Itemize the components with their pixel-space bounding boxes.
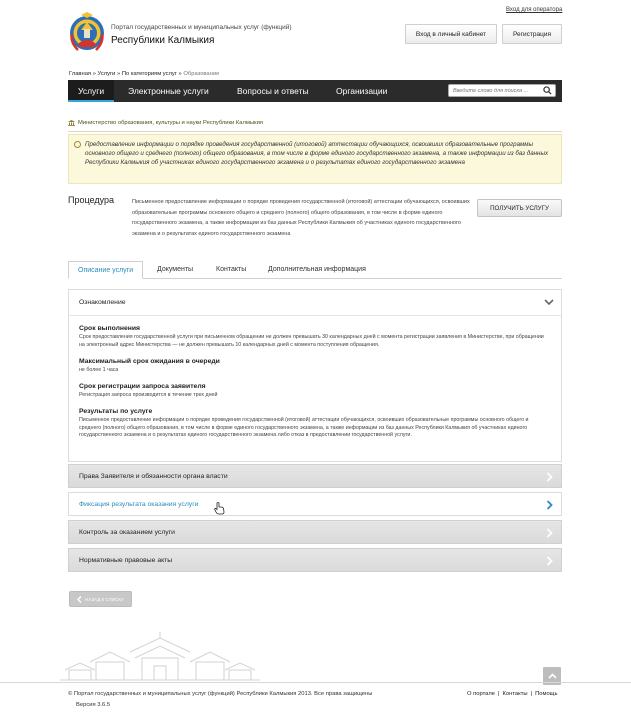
nav-item-faq[interactable]: Вопросы и ответы bbox=[237, 86, 309, 96]
chevron-right-icon bbox=[546, 472, 553, 482]
breadcrumb-separator: » bbox=[176, 71, 184, 77]
footer-divider bbox=[0, 682, 631, 683]
section-text: Срок предоставления государственной услуги при письменном обращении не должен превышать 30 календарных дней с момента регистрации заявления в Министерстве, при обращении на электронный адрес Министерства — не должен превышать 10 календарных дней с момента поступления обращения. bbox=[79, 334, 544, 348]
breadcrumb-categories[interactable]: По категориям услуг bbox=[121, 71, 177, 77]
ministry-link[interactable] bbox=[68, 120, 263, 126]
service-description: Предоставление информации о порядке проведения государственной (итоговой) аттестации обучающихся, освоивших образовательные программы основного общего и среднего (полного) общего образования, в том числе в форме единого государственного экзамена, а также информации из баз данных Республики Калмыкия об участниках единого государственного экзамена и о результатах единого государственного экзамена bbox=[85, 141, 549, 167]
section-text: Письменное предоставление информации о порядке проведения государственной (итоговой) аттестации обучающихся, освоивших образовательные программы основного общего и среднего (полного) общего образования, в том числе в форме единого государственного экзамена, а также информации из баз данных Республики Калмыкия об участниках единого государственного экзамена и о результатах единого государственного экзамена либо отказ в предоставлении государственной услуги. bbox=[79, 417, 529, 438]
chevron-down-icon[interactable] bbox=[544, 298, 554, 306]
divider bbox=[68, 131, 562, 132]
accordion-header[interactable] bbox=[69, 290, 561, 316]
search-input[interactable] bbox=[449, 85, 541, 96]
temple-illustration bbox=[60, 630, 260, 682]
portal-title: Портал государственных и муниципальных услуг (функций) bbox=[111, 24, 292, 31]
tab-description[interactable]: Описание услуги bbox=[68, 261, 143, 279]
nav-item-e-services[interactable]: Электронные услуги bbox=[128, 86, 209, 96]
copyright-text: © Портал государственных и муниципальных услуг (функций) Республики Калмыкия 2013. Все права защищены bbox=[68, 691, 373, 697]
register-button[interactable]: Регистрация bbox=[502, 24, 562, 44]
service-notice bbox=[68, 134, 562, 184]
search-box bbox=[448, 84, 556, 97]
hand-pointer-icon bbox=[214, 502, 225, 515]
section-heading: Срок выполнения bbox=[79, 325, 141, 332]
main-navbar bbox=[68, 80, 562, 102]
breadcrumb-home[interactable]: Главная bbox=[69, 71, 92, 77]
section-text: не более 1 часа bbox=[79, 367, 119, 373]
accordion-rights[interactable] bbox=[68, 464, 562, 488]
accordion-control[interactable] bbox=[68, 520, 562, 544]
back-to-list-button[interactable] bbox=[69, 591, 132, 607]
nav-item-organizations[interactable]: Организации bbox=[336, 86, 388, 96]
breadcrumb-separator: » bbox=[91, 71, 98, 77]
section-heading: Срок регистрации запроса заявителя bbox=[79, 383, 206, 390]
footer-link-about[interactable]: О портале bbox=[467, 691, 495, 697]
footer-links bbox=[467, 691, 557, 697]
footer-separator: | bbox=[498, 691, 500, 697]
accordion-legal-acts[interactable] bbox=[68, 548, 562, 572]
chevron-left-icon bbox=[77, 596, 82, 603]
footer-link-help[interactable]: Помощь bbox=[535, 691, 558, 697]
search-icon[interactable] bbox=[543, 86, 552, 95]
section-heading: Максимальный срок ожидания в очереди bbox=[79, 358, 220, 365]
accordion-row-label: Нормативные правовые акты bbox=[79, 557, 173, 564]
accordion-row-label: Фиксация результата оказания услуги bbox=[79, 501, 199, 508]
republic-emblem-logo[interactable] bbox=[68, 12, 106, 54]
chevron-right-icon bbox=[546, 528, 553, 538]
region-title: Республики Калмыкия bbox=[111, 35, 215, 46]
footer-link-contacts[interactable]: Контакты bbox=[502, 691, 528, 697]
tab-additional-info[interactable]: Дополнительная информация bbox=[268, 266, 366, 273]
breadcrumb-services[interactable]: Услуги bbox=[97, 71, 116, 77]
accordion-row-label: Права Заявителя и обязанности органа власти bbox=[79, 473, 228, 480]
procedure-title: Процедура bbox=[68, 195, 115, 205]
info-circle-icon bbox=[74, 141, 81, 148]
operator-login-link[interactable]: Вход для оператора bbox=[506, 7, 563, 13]
chevron-right-icon bbox=[546, 500, 553, 510]
tab-documents[interactable]: Документы bbox=[157, 266, 194, 273]
nav-item-services[interactable]: Услуги bbox=[68, 80, 114, 102]
ministry-name: Министерство образования, культуры и науки Республики Калмыкия bbox=[78, 120, 263, 126]
breadcrumb-separator: » bbox=[115, 71, 122, 77]
back-button-label: НАЗАД К СПИСКУ bbox=[85, 596, 124, 602]
footer-separator: | bbox=[530, 691, 533, 697]
accordion-familiarization bbox=[68, 289, 562, 462]
accordion-row-label: Контроль за оказанием услуги bbox=[79, 529, 175, 536]
chevron-right-icon bbox=[546, 556, 553, 566]
breadcrumb bbox=[69, 71, 219, 77]
accordion-result-fixation[interactable] bbox=[68, 492, 562, 516]
chevron-up-icon bbox=[548, 673, 557, 679]
tab-contacts[interactable]: Контакты bbox=[216, 266, 247, 273]
section-text: Регистрация запроса производится в течение трех дней bbox=[79, 392, 218, 398]
version-text: Версия 3.6.5 bbox=[76, 702, 111, 708]
get-service-button[interactable]: ПОЛУЧИТЬ УСЛУГУ bbox=[477, 199, 562, 217]
login-cabinet-button[interactable]: Вход в личный кабинет bbox=[405, 24, 497, 44]
breadcrumb-current: Образование bbox=[183, 71, 220, 77]
procedure-text: Письменное предоставление информации о порядке проведения государственной (итоговой) аттестации обучающихся, освоивших образовательные программы основного общего и среднего (полного) общего образования, в том числе в форме единого государственного экзамена, а также информации из баз данных Республики Калмыкия об участниках единого государственного экзамена и о результатах единого государственного экзамена bbox=[132, 199, 470, 237]
accordion-title: Ознакомление bbox=[79, 299, 126, 306]
section-heading: Результаты по услуге bbox=[79, 408, 153, 415]
ministry-building-icon bbox=[68, 120, 75, 126]
